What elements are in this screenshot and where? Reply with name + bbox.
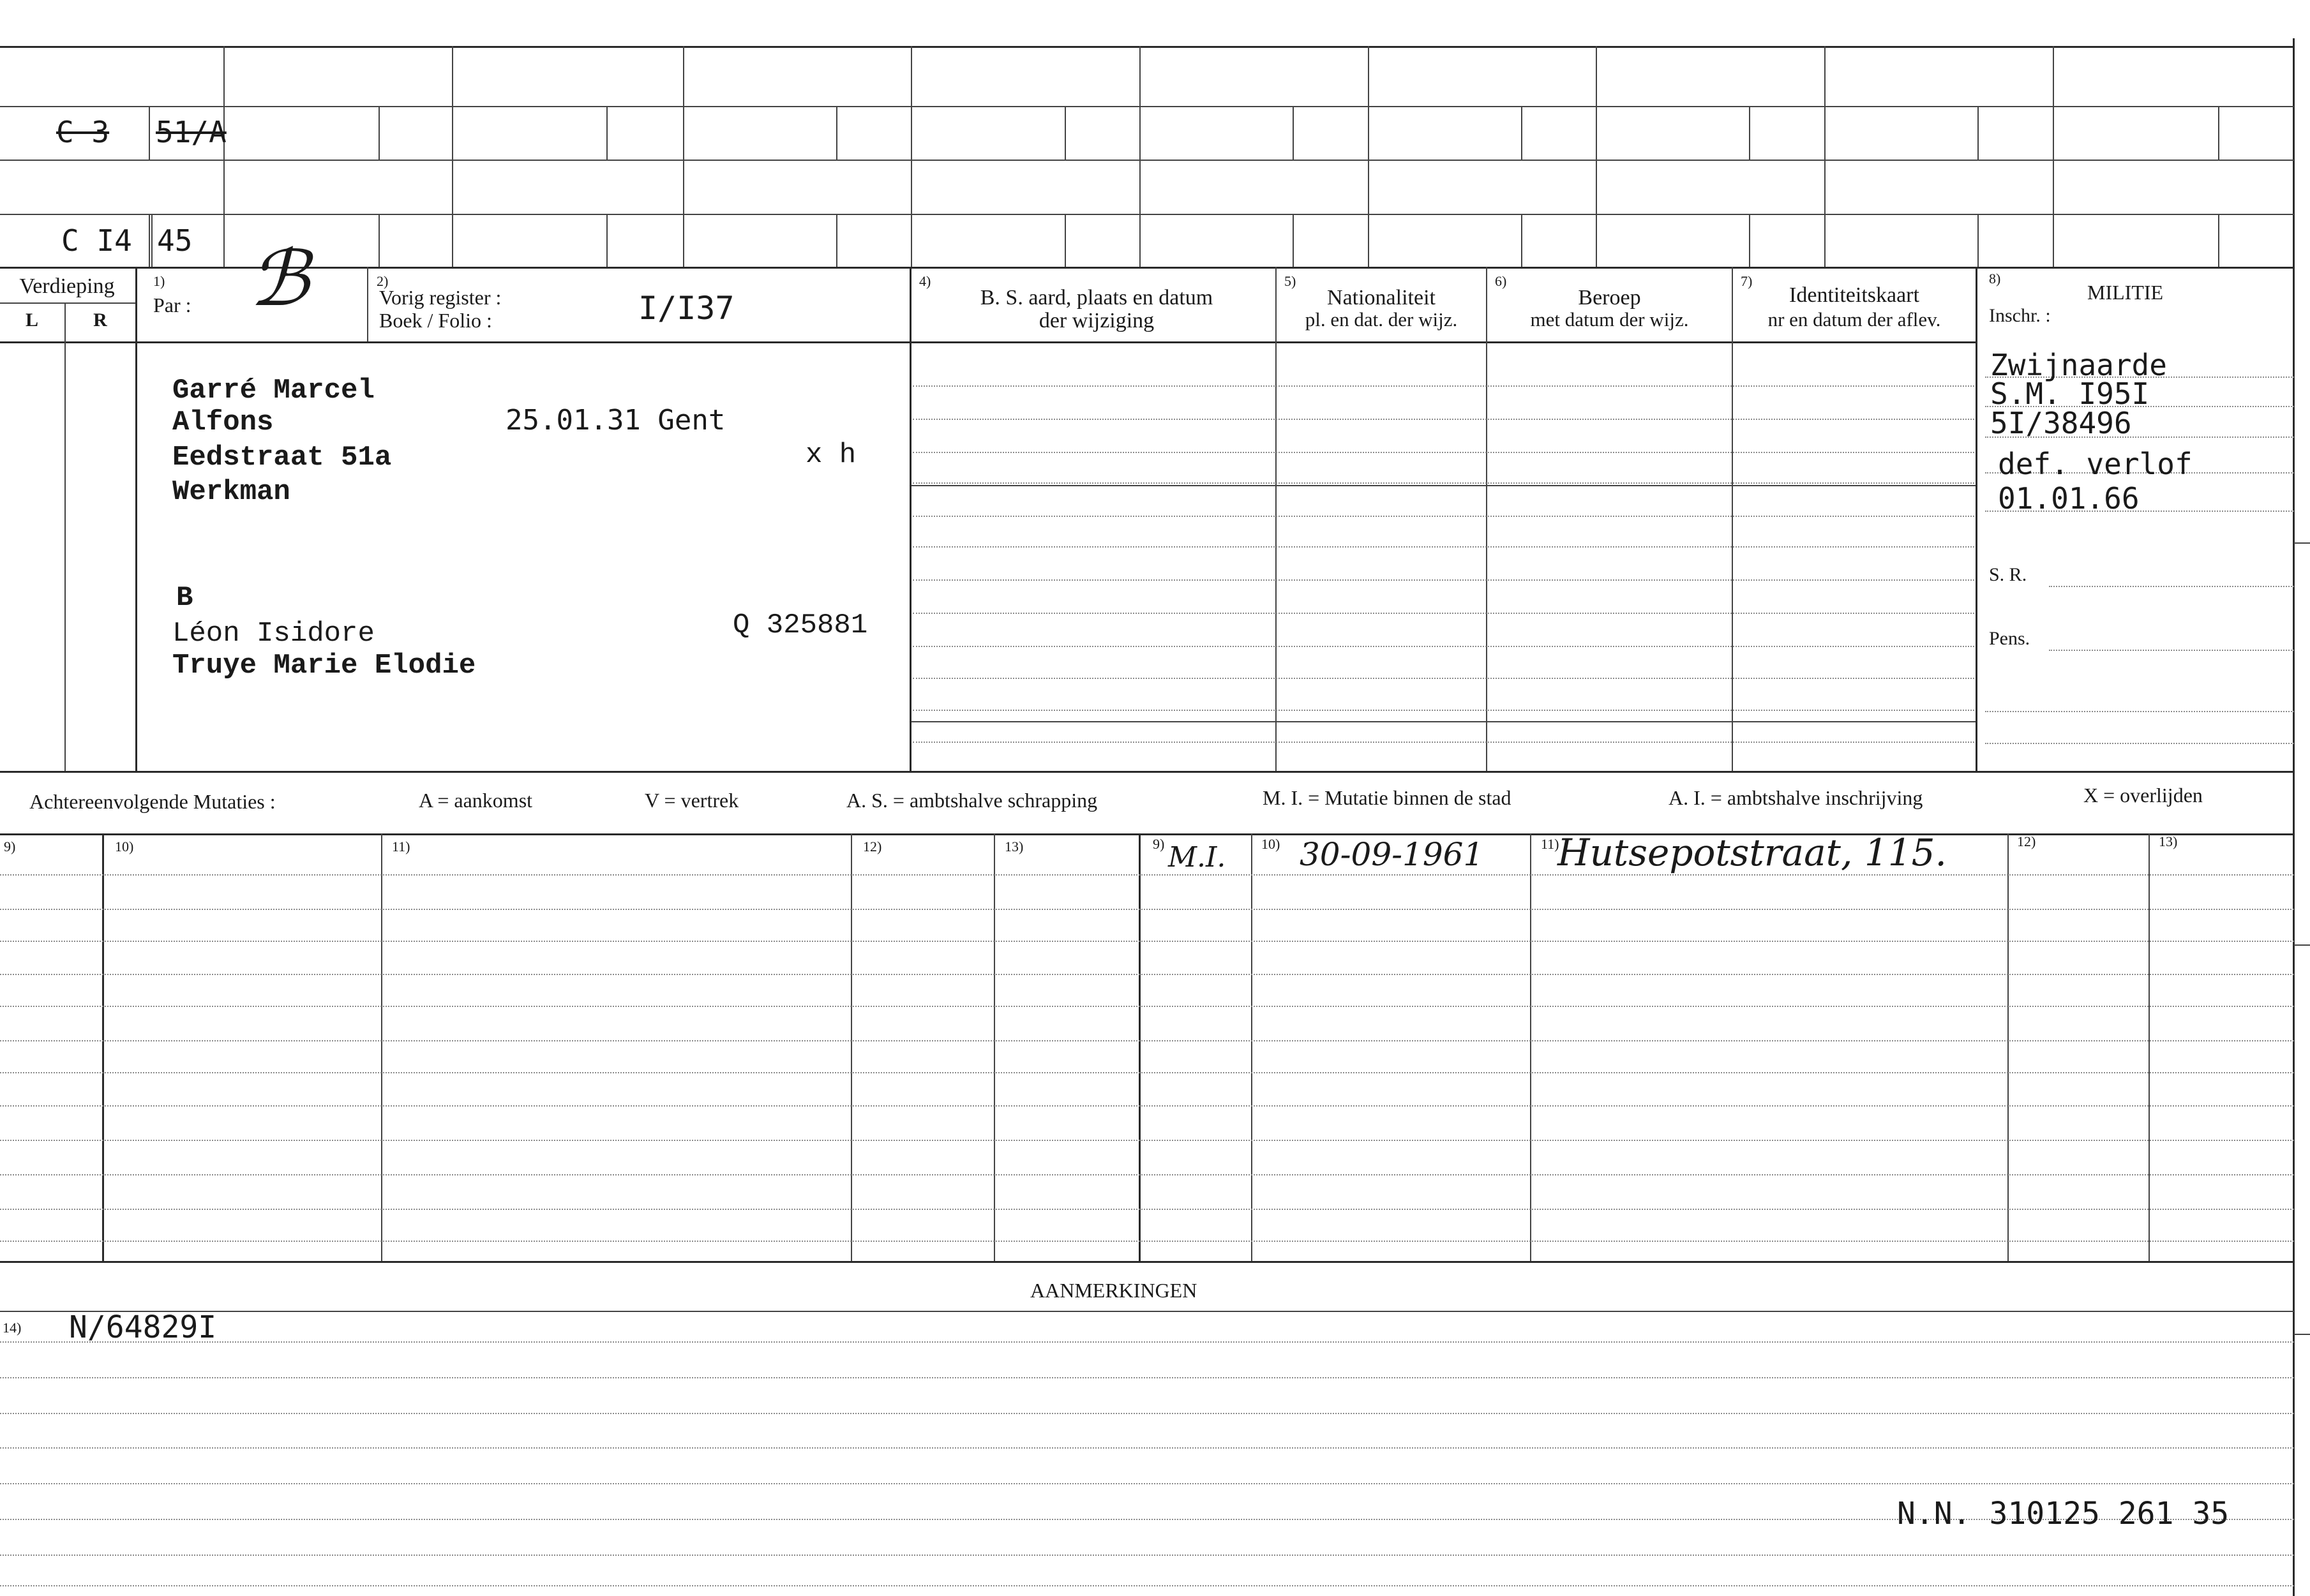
mut-col10-right: 10) [1261, 836, 1280, 852]
vorig-register-value: I/I37 [638, 290, 735, 327]
mutation-address: Hutsepotstraat, 115. [1557, 831, 1947, 874]
col8-number: 8) [1989, 271, 2001, 287]
code-2: 45 [157, 223, 193, 258]
code-1: C I4 [61, 223, 132, 258]
mutation-type: M.I. [1168, 841, 1226, 874]
militie-label: MILITIE [2087, 281, 2164, 304]
boek-folio-label: Boek / Folio : [379, 309, 492, 332]
mut-col9-left: 9) [4, 839, 16, 854]
col6-number: 6) [1495, 273, 1507, 289]
col2-number: 2) [377, 273, 389, 289]
verdieping-l: L [25, 310, 38, 331]
old-code-2: 51/A [156, 115, 227, 149]
col1-number: 1) [153, 273, 165, 289]
person-name-2: Alfons [172, 406, 274, 438]
beroep-header-1: Beroep [1578, 286, 1641, 310]
militie-entry-5: 01.01.66 [1998, 481, 2140, 516]
person-father: Léon Isidore [172, 618, 375, 650]
sr-label: S. R. [1989, 564, 2027, 585]
mut-col9-right: 9) [1153, 836, 1165, 852]
legend-title: Achtereenvolgende Mutaties : [29, 790, 276, 813]
col7-number: 7) [1741, 273, 1753, 289]
id-header-1: Identiteitskaart [1789, 283, 1919, 307]
mut-col12-right: 12) [2017, 833, 2036, 849]
person-mother: Truye Marie Elodie [172, 650, 476, 682]
beroep-header-2: met datum der wijz. [1530, 308, 1689, 331]
col4-number: 4) [919, 273, 931, 289]
legend-x: X = overlijden [2083, 784, 2203, 807]
aanmerkingen-number: 14) [3, 1320, 22, 1336]
inschr-label: Inschr. : [1989, 305, 2051, 326]
militie-entry-1: Zwijnaarde [1990, 348, 2167, 382]
person-birth: 25.01.31 Gent [506, 404, 726, 436]
pens-label: Pens. [1989, 628, 2030, 649]
mut-col12-left: 12) [863, 839, 882, 854]
militie-entry-4: def. verlof [1998, 447, 2193, 481]
legend-mi: M. I. = Mutatie binnen de stad [1263, 786, 1511, 809]
person-occupation: Werkman [172, 476, 290, 508]
legend-ai: A. I. = ambtshalve inschrijving [1669, 786, 1923, 809]
old-code-1: C 3 [56, 115, 110, 149]
vorig-register-label: Vorig register : [379, 286, 502, 309]
mut-col11-right: 11) [1541, 836, 1559, 852]
col5-number: 5) [1284, 273, 1296, 289]
nat-header-1: Nationaliteit [1327, 286, 1436, 310]
militie-entry-2: S.M. I95I [1990, 377, 2150, 411]
aanmerkingen-value: N/64829I [69, 1309, 217, 1345]
mut-col13-left: 13) [1005, 839, 1024, 854]
aanmerkingen-title: AANMERKINGEN [1030, 1279, 1197, 1302]
bs-header-2: der wijziging [1039, 309, 1155, 332]
legend-as: A. S. = ambtshalve schrapping [846, 789, 1098, 812]
par-label: Par : [153, 294, 191, 317]
person-sex: x h [806, 439, 857, 471]
person-address: Eedstraat 51a [172, 442, 392, 474]
id-header-2: nr en datum der aflev. [1767, 308, 1941, 331]
national-number: N.N. 310125 261 35 [1897, 1496, 2230, 1532]
legend-v: V = vertrek [645, 789, 739, 812]
verdieping-r: R [93, 310, 107, 331]
mut-col11-left: 11) [392, 839, 410, 854]
person-b: B [176, 582, 193, 614]
nat-header-2: pl. en dat. der wijz. [1305, 308, 1458, 331]
person-name-1: Garré Marcel [172, 375, 375, 406]
mutation-date: 30-09-1961 [1300, 836, 1484, 873]
militie-entry-3: 5I/38496 [1990, 406, 2132, 440]
legend-a: A = aankomst [419, 789, 533, 812]
person-id-number: Q 325881 [733, 609, 868, 641]
mut-col13-right: 13) [2159, 833, 2178, 849]
mut-col10-left: 10) [115, 839, 134, 854]
par-mark: ℬ [249, 235, 310, 324]
verdieping-label: Verdieping [19, 274, 115, 298]
bs-header-1: B. S. aard, plaats en datum [980, 286, 1213, 310]
